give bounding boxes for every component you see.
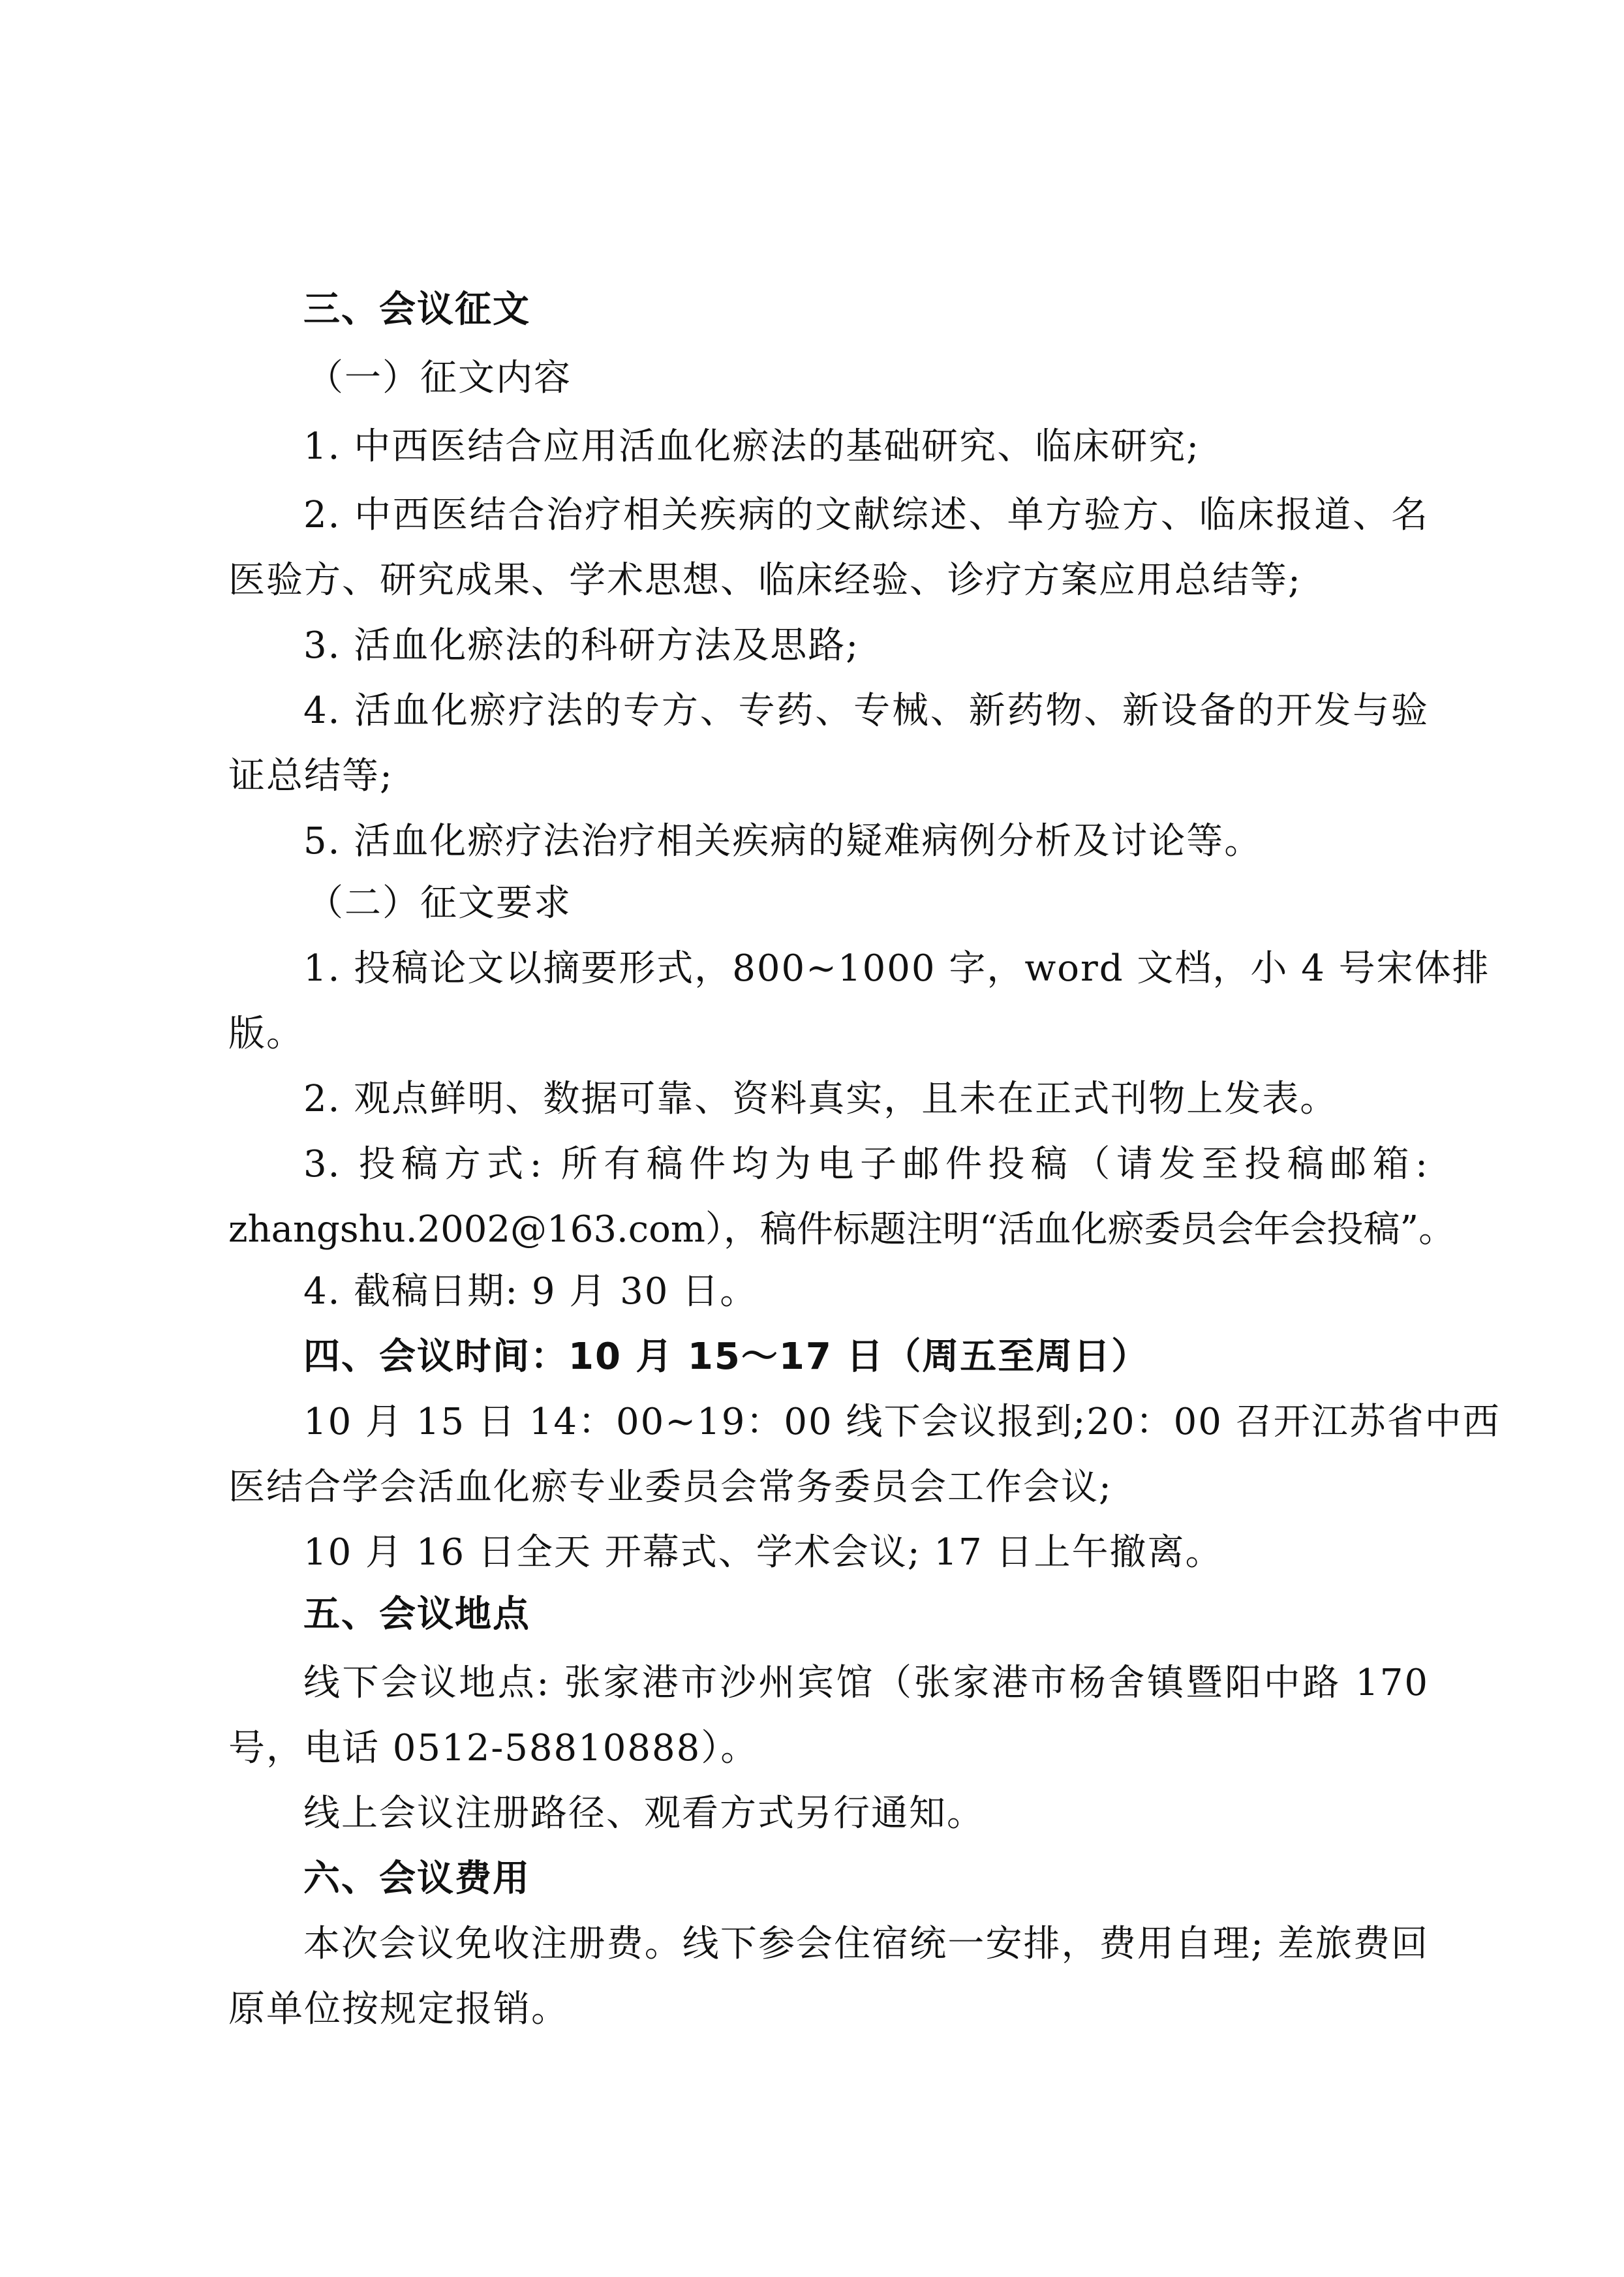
paragraph-line: 1. 投稿论文以摘要形式，800~1000 字，word 文档，小 4 号宋体排 (303, 947, 1490, 990)
subheading-content: （一）征文内容 (307, 357, 572, 399)
paragraph-line: 10 月 16 日全天 开幕式、学术会议; 17 日上午撤离。 (303, 1531, 1223, 1574)
section-heading-6: 六、会议费用 (303, 1857, 530, 1900)
paragraph-line: 本次会议免收注册费。线下参会住宿统一安排，费用自理; 差旅费回 (303, 1923, 1429, 1965)
section-heading-4: 四、会议时间：10 月 15～17 日（周五至周日） (303, 1336, 1150, 1378)
paragraph-line: 3. 活血化瘀法的科研方法及思路; (303, 624, 860, 667)
paragraph-line: 2. 中西医结合治疗相关疾病的文献综述、单方验方、临床报道、名 (303, 494, 1429, 536)
section-heading-5: 五、会议地点 (303, 1593, 530, 1636)
paragraph-line: 原单位按规定报销。 (228, 1988, 569, 2030)
paragraph-line: 4. 活血化瘀疗法的专方、专药、专械、新药物、新设备的开发与验 (303, 690, 1429, 732)
paragraph-line: 医结合学会活血化瘀专业委员会常务委员会工作会议; (228, 1466, 1112, 1508)
paragraph-line: 版。 (228, 1013, 304, 1055)
section-heading-3: 三、会议征文 (303, 288, 530, 331)
paragraph-line: 3. 投稿方式: 所有稿件均为电子邮件投稿（请发至投稿邮箱: (303, 1143, 1429, 1185)
paragraph-line: 线下会议地点: 张家港市沙州宾馆（张家港市杨舍镇暨阳中路 170 (303, 1662, 1429, 1704)
paragraph-line: 5. 活血化瘀疗法治疗相关疾病的疑难病例分析及讨论等。 (303, 820, 1263, 863)
paragraph-line: 证总结等; (228, 755, 393, 797)
paragraph-line: 1. 中西医结合应用活血化瘀法的基础研究、临床研究; (303, 425, 1201, 468)
paragraph-line: 线上会议注册路径、观看方式另行通知。 (303, 1792, 985, 1835)
paragraph-line: 4. 截稿日期: 9 月 30 日。 (303, 1270, 758, 1313)
paragraph-line: zhangshu.2002@163.com），稿件标题注明“活血化瘀委员会年会投稿”。 (228, 1208, 1456, 1251)
subheading-requirements: （二）征文要求 (307, 882, 572, 925)
paragraph-line: 2. 观点鲜明、数据可靠、资料真实，且未在正式刊物上发表。 (303, 1078, 1338, 1120)
paragraph-line: 10 月 15 日 14：00~19：00 线下会议报到;20：00 召开江苏省中西 (303, 1401, 1501, 1443)
paragraph-line: 医验方、研究成果、学术思想、临床经验、诊疗方案应用总结等; (228, 559, 1302, 602)
paragraph-line: 号，电话 0512-58810888）。 (228, 1727, 759, 1769)
